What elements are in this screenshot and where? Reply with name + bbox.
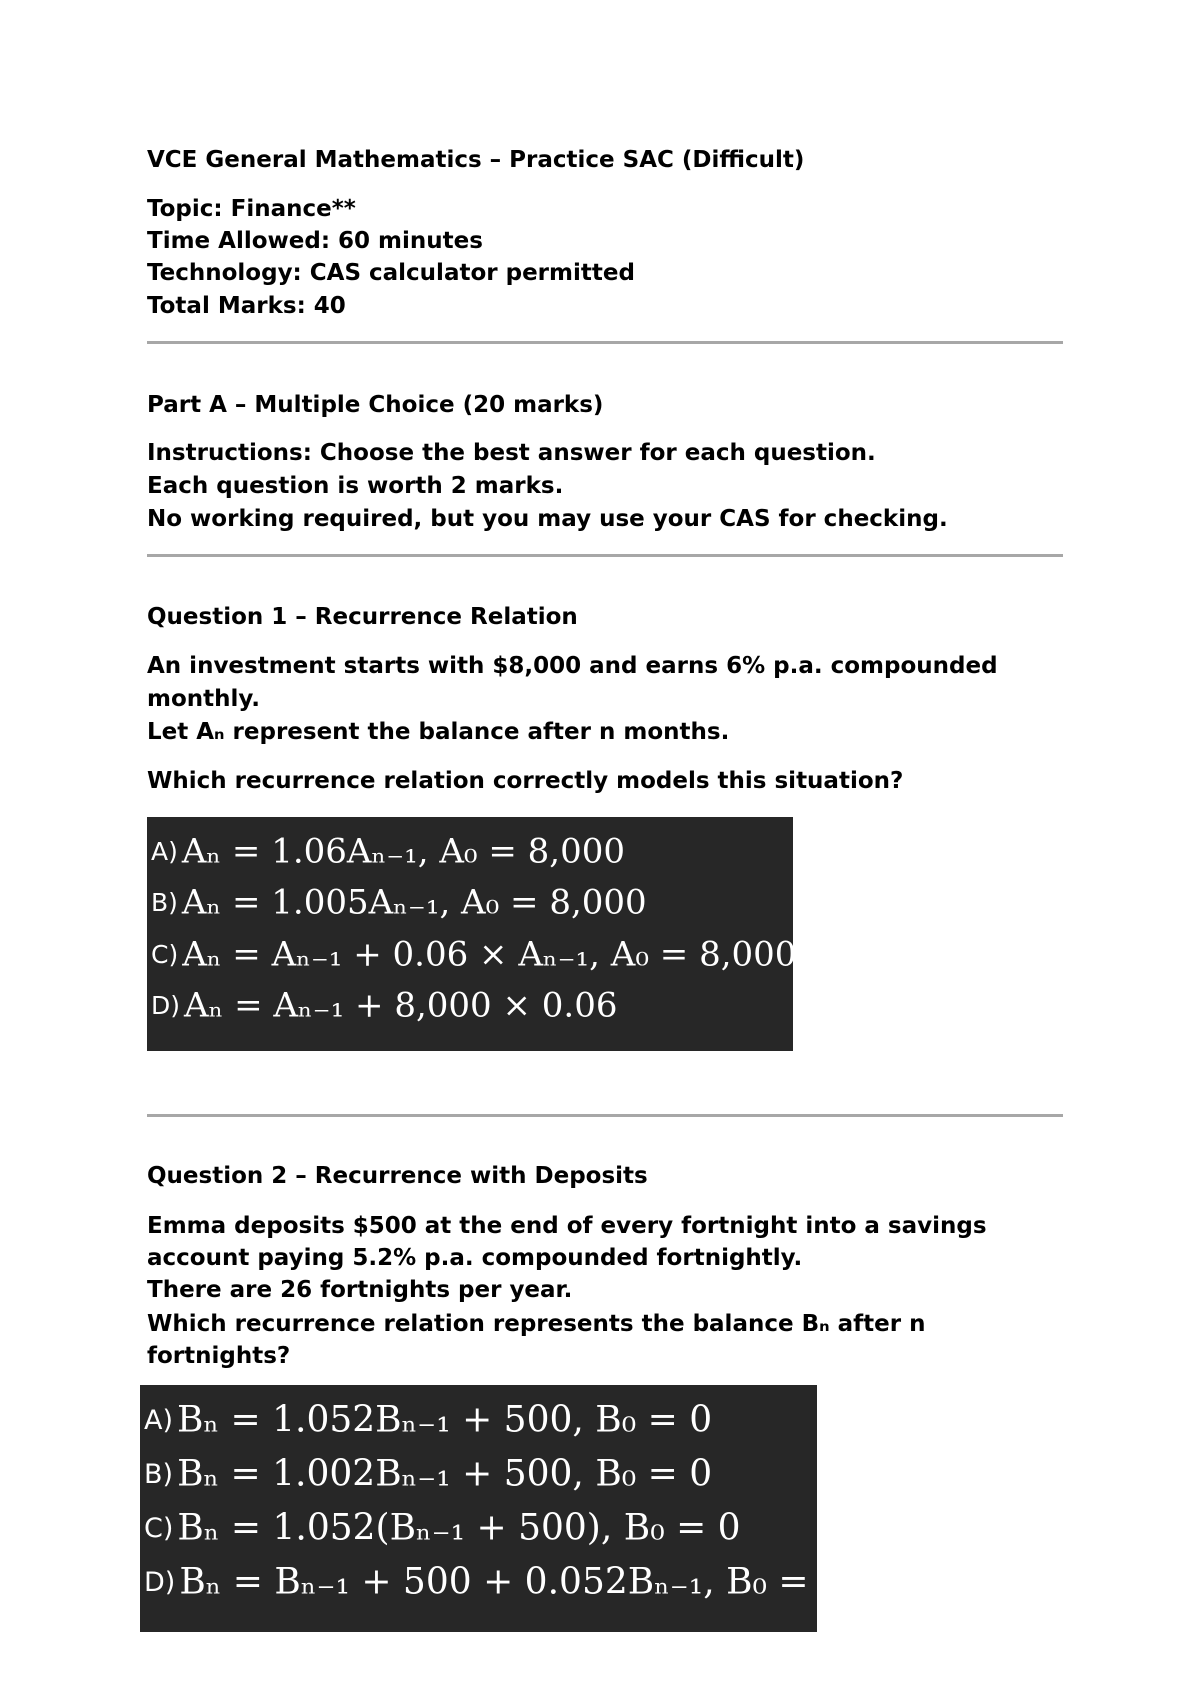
question-1-options-image: [147, 817, 797, 1051]
option-label: C): [144, 1512, 174, 1544]
instructions-line: Instructions: Choose the best answer for each question.: [147, 440, 876, 466]
question-2-heading: Question 2 – Recurrence with Deposits: [147, 1163, 648, 1189]
instructions-line: Each question is worth 2 marks.: [147, 473, 564, 499]
divider: [147, 1114, 1063, 1117]
part-a-heading: Part A – Multiple Choice (20 marks): [147, 392, 604, 418]
option-equation: Bₙ = 1.052(Bₙ₋₁ + 500), B₀ = 0: [177, 1507, 741, 1549]
option-label: A): [151, 836, 178, 866]
question-2-text: fortnights?: [147, 1343, 291, 1369]
question-1-text: Let Aₙ represent the balance after n months.: [147, 719, 730, 745]
technology-line: Technology: CAS calculator permitted: [147, 260, 635, 286]
option-a: [144, 1396, 712, 1445]
option-label: D): [144, 1566, 176, 1598]
question-2-text: Which recurrence relation represents the balance Bₙ after n: [147, 1311, 926, 1337]
marks-line: Total Marks: 40: [147, 293, 346, 319]
question-2-options-image: [140, 1385, 843, 1632]
divider: [147, 554, 1063, 557]
question-1-prompt: Which recurrence relation correctly models this situation?: [147, 768, 904, 794]
option-label: B): [144, 1458, 174, 1490]
option-equation: Bₙ = 1.052Bₙ₋₁ + 500, B₀ = 0: [177, 1399, 713, 1441]
option-equation: Aₙ = 1.06Aₙ₋₁, A₀ = 8,000: [181, 831, 626, 872]
question-1-text: monthly.: [147, 686, 261, 712]
option-b: [144, 1450, 712, 1499]
document-title: VCE General Mathematics – Practice SAC (Difficult): [147, 147, 805, 173]
option-label: D): [151, 990, 181, 1020]
option-equation: Bₙ = 1.002Bₙ₋₁ + 500, B₀ = 0: [177, 1453, 713, 1495]
option-a: [151, 827, 625, 876]
option-equation: Aₙ = 1.005Aₙ₋₁, A₀ = 8,000: [181, 882, 647, 923]
option-label: A): [144, 1404, 174, 1436]
divider: [147, 341, 1063, 344]
option-equation: Aₙ = Aₙ₋₁ + 0.06 × Aₙ₋₁, A₀ = 8,000: [182, 934, 797, 975]
instructions-line: No working required, but you may use your CAS for checking.: [147, 506, 948, 532]
time-line: Time Allowed: 60 minutes: [147, 228, 483, 254]
option-b: [151, 878, 647, 927]
question-2-text: There are 26 fortnights per year.: [147, 1277, 573, 1303]
option-equation: Bₙ = Bₙ₋₁ + 500 + 0.052Bₙ₋₁, B₀ = 0: [179, 1561, 843, 1603]
question-1-heading: Question 1 – Recurrence Relation: [147, 604, 578, 630]
option-c: [144, 1504, 741, 1553]
topic-line: Topic: Finance**: [147, 196, 356, 222]
question-2-text: account paying 5.2% p.a. compounded fortnightly.: [147, 1245, 803, 1271]
option-equation: Aₙ = Aₙ₋₁ + 8,000 × 0.06: [184, 985, 618, 1026]
option-c: [151, 930, 796, 979]
option-label: B): [151, 887, 178, 917]
option-d: [151, 981, 617, 1030]
question-1-text: An investment starts with $8,000 and earns 6% p.a. compounded: [147, 653, 998, 679]
option-label: C): [151, 939, 179, 969]
option-d: [144, 1558, 843, 1607]
question-2-text: Emma deposits $500 at the end of every fortnight into a savings: [147, 1213, 987, 1239]
